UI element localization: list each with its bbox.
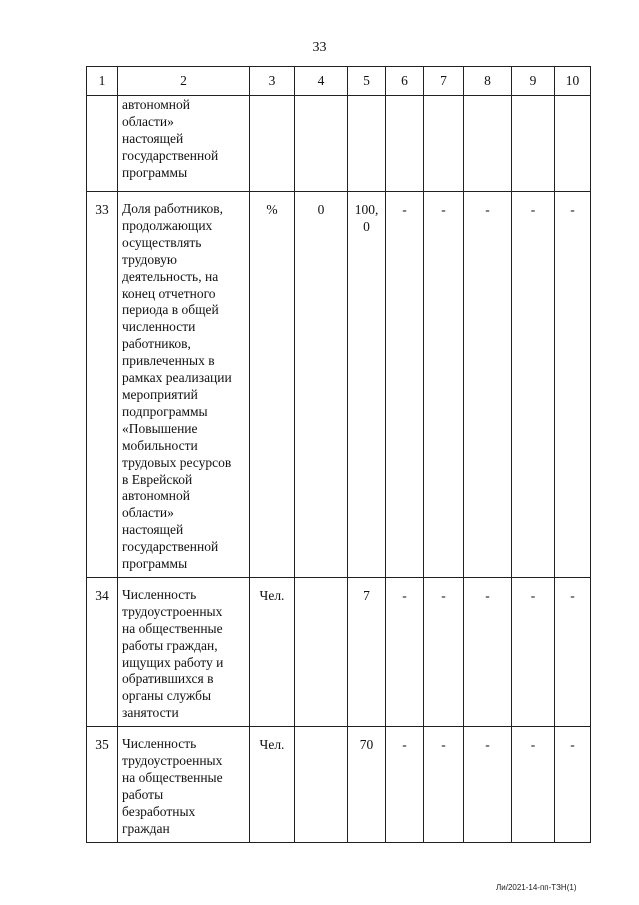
description-line: трудовых ресурсов <box>122 454 232 470</box>
cell-unit <box>250 96 295 192</box>
description-line: работы <box>122 786 164 802</box>
table-row-35 <box>87 727 591 842</box>
description-line: деятельность, на <box>122 268 219 284</box>
cell-col8: - <box>464 727 512 842</box>
table-row-33 <box>87 192 591 578</box>
description-line: конец отчетного <box>122 285 216 301</box>
header-cell-3: 3 <box>250 67 295 96</box>
value-line: 7 <box>363 587 370 603</box>
cell-unit: Чел. <box>250 577 295 726</box>
description-line: программы <box>122 556 188 572</box>
description-line: трудоустроенных <box>122 753 223 769</box>
description-line: Численность <box>122 586 197 602</box>
description-line: органы службы <box>122 688 212 704</box>
cell-col7: - <box>424 192 464 578</box>
description-line: на общественные <box>122 620 223 636</box>
description-line: работы граждан, <box>122 637 218 653</box>
cell-col10 <box>555 96 591 192</box>
header-cell-1: 1 <box>87 67 118 96</box>
cell-col4: 0 <box>295 192 348 578</box>
cell-col10: - <box>555 577 591 726</box>
header-cell-8: 8 <box>464 67 512 96</box>
description-line: «Повышение <box>122 420 198 436</box>
description-line: области» <box>122 113 174 129</box>
description-line: на общественные <box>122 770 223 785</box>
cell-description <box>118 192 250 578</box>
cell-num: 34 <box>87 577 118 726</box>
description-line: рамках реализации <box>122 370 232 386</box>
description-line: программы <box>122 164 188 180</box>
description-line: мероприятий <box>122 386 198 402</box>
description-line: настоящей <box>122 522 184 538</box>
page-number: 33 <box>312 40 327 55</box>
description-line: обратившихся в <box>122 671 214 687</box>
cell-col5 <box>348 577 386 726</box>
description-line: привлеченных в <box>122 353 215 369</box>
cell-description <box>118 727 250 842</box>
header-cell-9: 9 <box>512 67 555 96</box>
description-line: осуществлять <box>122 234 202 250</box>
cell-description <box>118 577 250 726</box>
header-cell-7: 7 <box>424 67 464 96</box>
cell-col9: - <box>512 727 555 842</box>
table-row-34 <box>87 577 591 726</box>
value-line: 100, <box>354 202 379 217</box>
description-line: трудовую <box>122 251 177 267</box>
cell-col8: - <box>464 192 512 578</box>
cell-col4 <box>295 727 348 842</box>
description-line: автономной <box>122 97 190 112</box>
header-cell-2: 2 <box>118 67 250 96</box>
header-cell-5: 5 <box>348 67 386 96</box>
header-cell-6: 6 <box>386 67 424 96</box>
cell-col6: - <box>386 577 424 726</box>
description-line: продолжающих <box>122 217 213 233</box>
cell-col9: - <box>512 577 555 726</box>
cell-col10: - <box>555 192 591 578</box>
cell-num: 33 <box>87 192 118 578</box>
description-line: трудоустроенных <box>122 603 223 619</box>
description-line: Численность <box>122 736 197 752</box>
description-line: Доля работников, <box>122 201 224 216</box>
cell-col7: - <box>424 727 464 842</box>
table-row-continuation <box>87 96 591 192</box>
cell-col9 <box>512 96 555 192</box>
description-line: периода в общей <box>122 302 219 318</box>
cell-col5 <box>348 192 386 578</box>
cell-description <box>118 96 250 192</box>
description-line: государственной <box>122 539 219 555</box>
cell-col4 <box>295 577 348 726</box>
cell-col9: - <box>512 192 555 578</box>
description-line: в Еврейской <box>122 471 193 487</box>
header-row <box>87 67 591 96</box>
description-line: государственной <box>122 147 219 163</box>
description-line: работников, <box>122 336 191 352</box>
description-line: граждан <box>122 820 170 836</box>
cell-col4 <box>295 96 348 192</box>
cell-col5 <box>348 727 386 842</box>
cell-col6 <box>386 96 424 192</box>
description-line: настоящей <box>122 130 184 146</box>
document-code: Ли/2021-14-пп-ТЗН(1) <box>496 883 577 892</box>
value-line: 70 <box>359 737 374 753</box>
cell-col6: - <box>386 727 424 842</box>
description-line: ищущих работу и <box>122 654 224 670</box>
cell-unit: Чел. <box>250 727 295 842</box>
cell-num <box>87 96 118 192</box>
cell-col10: - <box>555 727 591 842</box>
description-line: безработных <box>122 803 196 819</box>
cell-col7 <box>424 96 464 192</box>
cell-col6: - <box>386 192 424 578</box>
description-line: области» <box>122 505 174 521</box>
header-cell-4: 4 <box>295 67 348 96</box>
description-line: автономной <box>122 488 190 504</box>
cell-col5 <box>348 96 386 192</box>
cell-col7: - <box>424 577 464 726</box>
indicators-table <box>86 66 591 843</box>
cell-col8 <box>464 96 512 192</box>
description-line: занятости <box>122 705 179 721</box>
cell-unit: % <box>250 192 295 578</box>
cell-col8: - <box>464 577 512 726</box>
value-line: 0 <box>363 218 370 234</box>
description-line: численности <box>122 319 196 335</box>
header-cell-10: 10 <box>555 67 591 96</box>
cell-num: 35 <box>87 727 118 842</box>
description-line: мобильности <box>122 437 198 453</box>
description-line: подпрограммы <box>122 403 208 419</box>
